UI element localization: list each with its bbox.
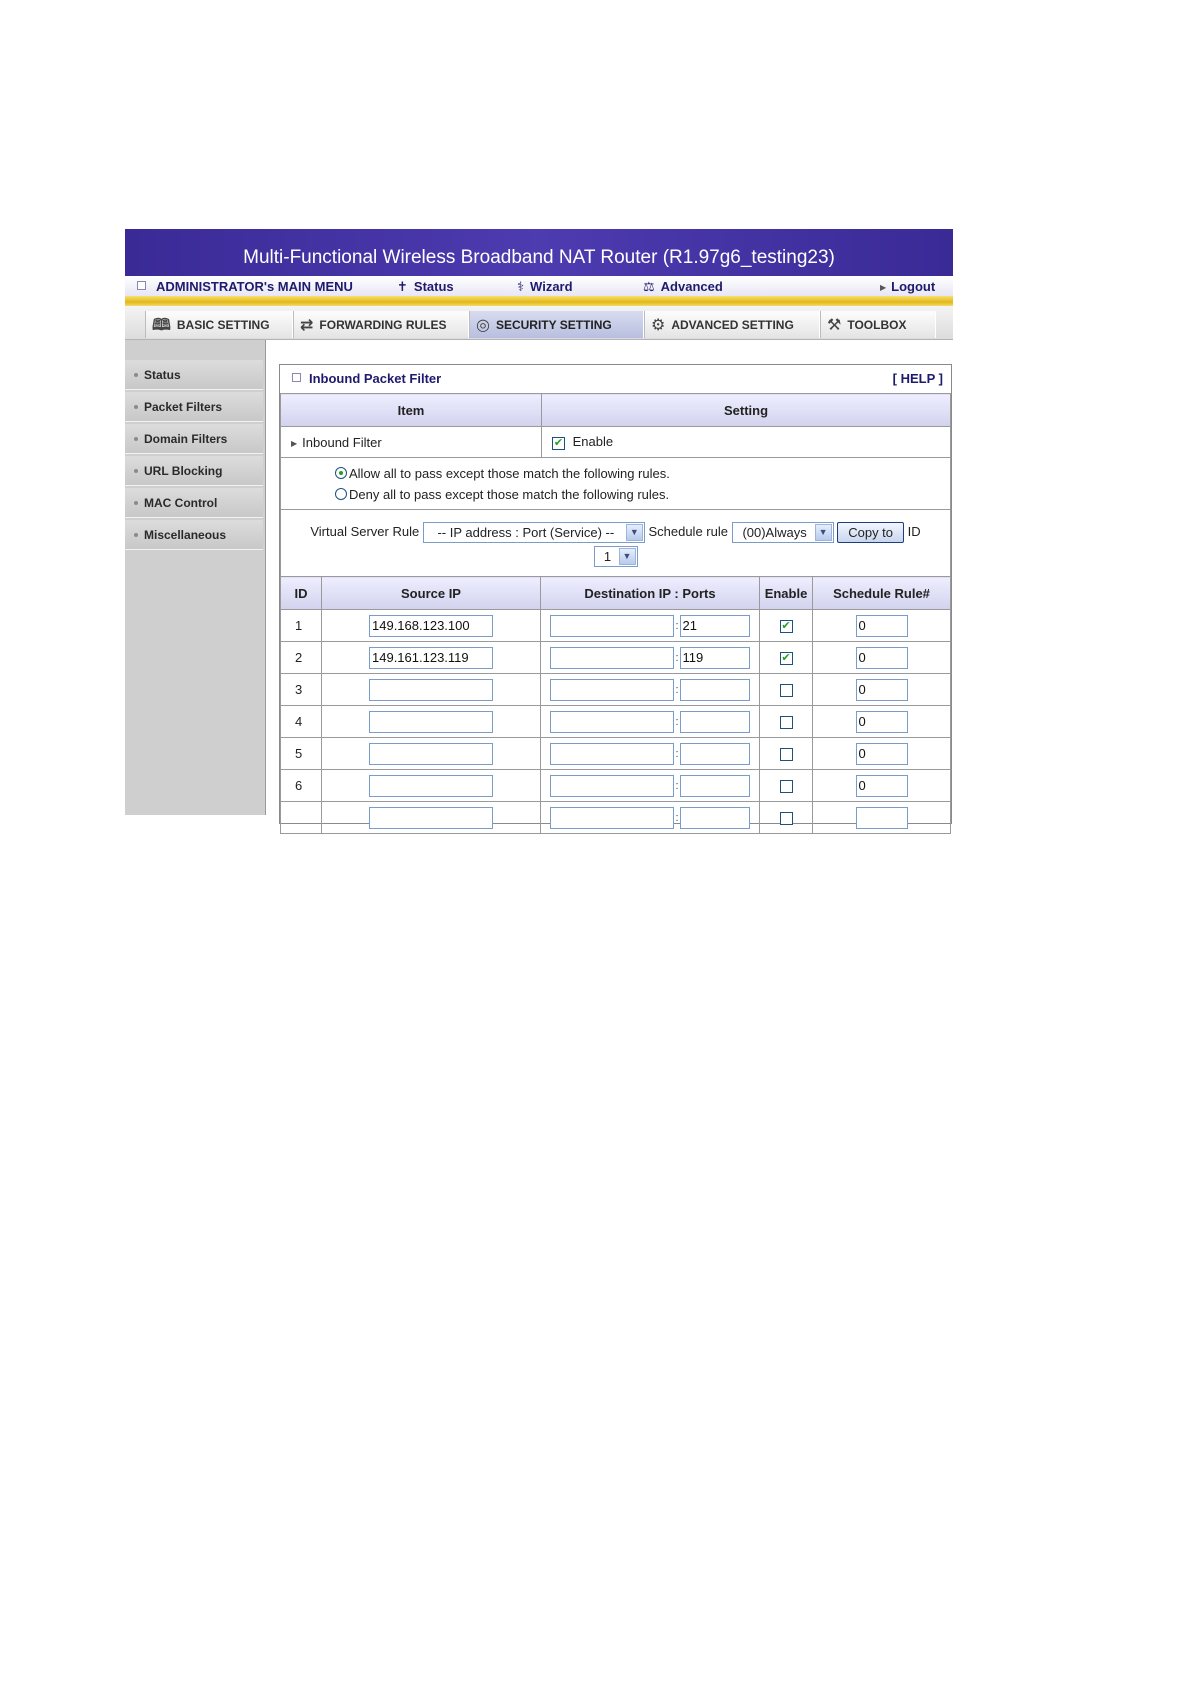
destination-ip-input[interactable] [550,711,674,733]
port-input[interactable]: 21 [680,615,750,637]
source-ip-input[interactable] [369,807,493,829]
wizard-icon: ⚕ [517,279,525,294]
port-separator: : [675,747,679,760]
destination-ip-input[interactable] [550,615,674,637]
port-input[interactable] [680,807,750,829]
tab-label: BASIC SETTING [176,318,270,332]
schedule-select[interactable] [732,522,834,543]
tab-advanced-setting[interactable] [644,311,820,338]
rule-id: 3 [281,674,322,706]
menu-wizard[interactable] [517,276,573,296]
tab-label: ADVANCED SETTING [671,318,794,332]
port-separator: : [675,683,679,696]
logout-link[interactable] [880,276,935,296]
tab-toolbox[interactable] [820,311,936,338]
menu-advanced[interactable] [643,276,723,296]
port-input[interactable] [680,743,750,765]
square-bullet-icon [292,373,301,382]
port-input[interactable]: 119 [680,647,750,669]
panel-title: Inbound Packet Filter [309,371,442,386]
schedule-cell [813,802,951,834]
tab-label: SECURITY SETTING [495,318,612,332]
port-separator: : [675,811,679,824]
rules-table [280,576,951,834]
enable-cell [760,738,813,770]
radio-deny-label: Deny all to pass except those match the following rules. [349,486,670,502]
bullet-icon [134,469,138,473]
sidebar-item-domain-filters[interactable] [125,424,263,454]
column-header-item: Item [281,394,542,427]
inbound-filter-enable-checkbox[interactable]: ✔ [553,436,564,449]
virtual-server-label: Virtual Server Rule [310,524,420,539]
source-ip-cell [322,802,541,834]
rule-enable-checkbox[interactable]: ✔ [781,652,791,665]
port-input[interactable] [680,775,750,797]
bullet-icon [134,405,138,409]
menu-divider [125,296,953,306]
schedule-value: (00)Always [742,525,807,541]
rule-enable-checkbox[interactable] [780,716,793,729]
radio-allow-row[interactable] [335,463,950,484]
menu-status[interactable] [397,276,454,296]
sidebar-item-label: Miscellaneous [144,528,227,542]
column-header-setting: Setting [542,394,951,427]
menu-advanced-label: Advanced [660,279,723,294]
main-menu-bar [125,276,953,296]
enable-cell [760,674,813,706]
destination-ip-input[interactable] [550,807,674,829]
rule-id [281,802,322,834]
source-ip-cell [322,738,541,770]
column-header-source-ip: Source IP [322,577,541,610]
advanced-icon: ⚖ [643,279,655,294]
sidebar-item-label: Packet Filters [144,400,223,414]
schedule-cell [813,770,951,802]
sidebar-item-mac-control[interactable] [125,488,263,518]
port-separator: : [675,715,679,728]
destination-ip-input[interactable] [550,775,674,797]
destination-cell [541,674,760,706]
inbound-filter-cell [281,427,542,458]
destination-cell [541,610,760,642]
rule-enable-checkbox[interactable] [780,684,793,697]
table-row [281,674,951,706]
virtual-server-value: -- IP address : Port (Service) -- [437,525,615,541]
toolbox-icon: ⚒ [827,316,842,334]
enable-cell [760,706,813,738]
sidebar-item-label: Domain Filters [144,432,228,446]
enable-cell [760,770,813,802]
rule-id: 6 [281,770,322,802]
logout-label: Logout [891,279,936,294]
router-admin-window [125,229,953,824]
port-input[interactable] [680,711,750,733]
schedule-cell [813,610,951,642]
inbound-filter-label: Inbound Filter [302,434,382,450]
column-header-schedule: Schedule Rule# [813,577,951,610]
enable-cell [760,802,813,834]
destination-cell [541,642,760,674]
arrows-icon: ⇄ [300,316,314,334]
radio-allow-label: Allow all to pass except those match the following rules. [349,465,670,481]
inbound-filter-setting [542,427,951,458]
source-ip-cell [322,610,541,642]
enable-label: Enable [572,434,614,450]
bullet-icon [134,533,138,537]
destination-cell [541,802,760,834]
admin-main-menu[interactable] [137,276,353,296]
table-row [281,802,951,834]
settings-table [280,393,951,577]
bullet-icon [134,501,138,505]
radio-allow[interactable] [335,467,347,479]
square-bullet-icon [137,281,146,290]
rule-id: 1 [281,610,322,642]
source-ip-cell [322,706,541,738]
source-ip-input[interactable] [369,775,493,797]
source-ip-cell [322,642,541,674]
port-input[interactable] [680,679,750,701]
sidebar-item-packet-filters[interactable] [125,392,263,422]
copy-rule-row [281,510,951,577]
destination-cell [541,770,760,802]
sidebar-item-miscellaneous[interactable] [125,520,263,550]
sidebar-item-status[interactable] [125,360,263,390]
triangle-right-icon: ▶ [880,283,887,292]
table-row [281,642,951,674]
schedule-cell [813,738,951,770]
virtual-server-select[interactable] [423,522,645,543]
column-header-destination: Destination IP : Ports [541,577,760,610]
bullet-icon [134,373,138,377]
schedule-cell [813,642,951,674]
source-ip-input[interactable] [369,743,493,765]
menu-status-label: Status [413,279,454,294]
help-link[interactable]: [ HELP ] [892,371,943,386]
rule-enable-checkbox[interactable] [780,780,793,793]
port-separator: : [675,651,679,664]
sidebar-item-url-blocking[interactable] [125,456,263,486]
rule-id: 5 [281,738,322,770]
id-value: 1 [603,549,612,565]
router-icon: ⚙ [651,316,666,334]
destination-ip-input[interactable] [550,743,674,765]
source-ip-cell [322,674,541,706]
source-ip-input[interactable]: 149.161.123.119 [369,647,493,669]
tab-label: TOOLBOX [847,318,907,332]
tab-bar [125,306,953,340]
table-row [281,610,951,642]
schedule-rule-input[interactable] [856,807,908,829]
source-ip-input[interactable]: 149.168.123.100 [369,615,493,637]
destination-ip-input[interactable] [550,679,674,701]
destination-cell [541,738,760,770]
schedule-rule-input[interactable]: 0 [856,679,908,701]
id-select[interactable] [594,546,638,567]
tab-basic-setting[interactable] [145,311,293,338]
triangle-right-icon: ▶ [291,438,298,448]
schedule-cell [813,674,951,706]
inbound-packet-filter-panel [279,364,952,824]
menu-wizard-label: Wizard [530,279,573,294]
page-title: Multi-Functional Wireless Broadband NAT Router (R1.97g6_testing23) [125,229,953,276]
schedule-rule-input[interactable]: 0 [856,647,908,669]
person-status-icon: ✝ [397,279,408,294]
copy-to-button[interactable]: Copy to [837,522,904,543]
schedule-rule-input[interactable]: 0 [856,775,908,797]
sidebar-item-label: Status [144,368,181,382]
chevron-down-icon: ▼ [815,524,832,541]
rule-enable-checkbox[interactable] [780,748,793,761]
lock-ring-icon: ◎ [476,316,490,334]
rule-enable-checkbox[interactable] [780,812,793,825]
rule-id: 2 [281,642,322,674]
column-header-id: ID [281,577,322,610]
tab-security-setting[interactable] [469,311,644,338]
book-icon: 🕮 [152,316,171,334]
source-ip-cell [322,770,541,802]
schedule-rule-input[interactable]: 0 [856,711,908,733]
tab-forwarding-rules[interactable] [293,311,469,338]
destination-cell [541,706,760,738]
chevron-down-icon: ▼ [619,548,636,565]
destination-ip-input[interactable] [550,647,674,669]
column-header-enable: Enable [760,577,813,610]
enable-cell [760,610,813,642]
rule-id: 4 [281,706,322,738]
schedule-rule-input[interactable]: 0 [856,615,908,637]
port-separator: : [675,619,679,632]
admin-main-menu-label: ADMINISTRATOR's MAIN MENU [156,279,353,294]
sidebar-item-label: URL Blocking [144,464,223,478]
radio-deny[interactable] [335,488,347,500]
source-ip-input[interactable] [369,711,493,733]
schedule-label: Schedule rule [648,524,728,539]
table-row [281,770,951,802]
table-row [281,738,951,770]
enable-cell [760,642,813,674]
port-separator: : [675,779,679,792]
schedule-rule-input[interactable]: 0 [856,743,908,765]
sidebar [125,340,266,815]
tab-label: FORWARDING RULES [319,318,447,332]
sidebar-item-label: MAC Control [144,496,218,510]
panel-header [280,365,951,393]
radio-deny-row[interactable] [335,484,950,505]
id-label: ID [907,524,921,539]
source-ip-input[interactable] [369,679,493,701]
policy-options [281,458,951,510]
table-row [281,706,951,738]
rule-enable-checkbox[interactable]: ✔ [781,620,791,633]
chevron-down-icon: ▼ [626,524,643,541]
bullet-icon [134,437,138,441]
schedule-cell [813,706,951,738]
